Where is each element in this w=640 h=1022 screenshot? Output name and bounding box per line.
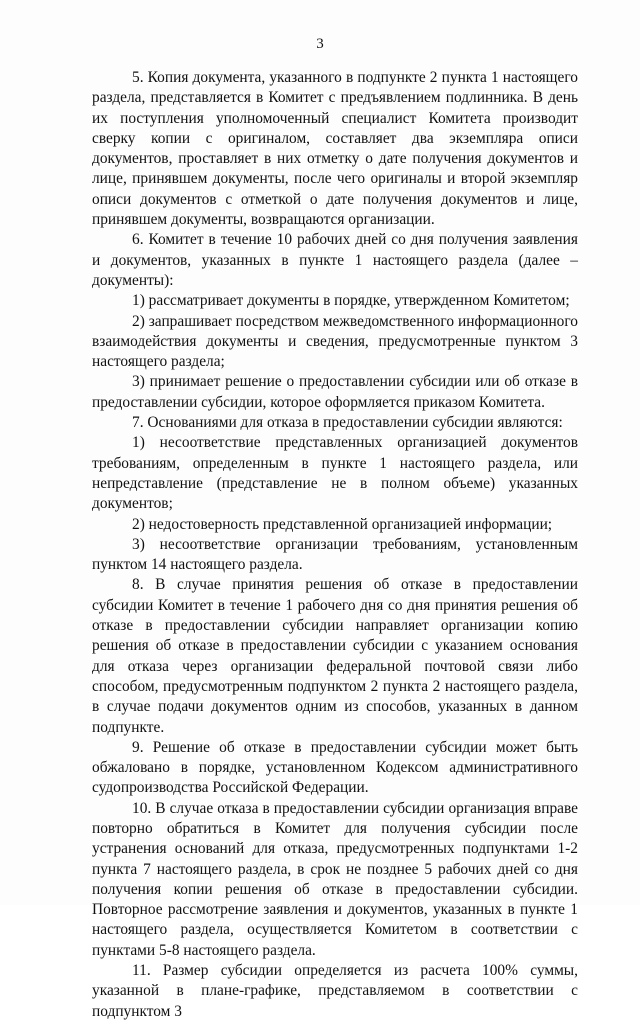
paragraph-5: 5. Копия документа, указанного в подпункте 2 пункта 1 настоящего раздела, представляется в Комитет с предъявлением подлинника. В день их поступления уполномоченный специалист Комитета производит сверку копии с оригиналом, составляет два экземпляра описи документов, проставляет в них отметку о дате получения документов и лице, принявшем документы, после чего оригиналы и второй экземпляр описи документов с отметкой о дате получения документов и лице, принявшем документы, возвращаются организации.: [92, 69, 578, 229]
paragraph-8: 8. В случае принятия решения об отказе в предоставлении субсидии Комитет в течение 1 рабочего дня со дня принятия решения об отказе в предоставлении субсидии направляет организации копию решения об отказе в предоставлении субсидии с указанием основания для отказа через организации федеральной почтовой связи либо способом, предусмотренным подпунктом 2 пункта 2 настоящего раздела, в случае подачи документов одним из способов, указанных в данном подпункте.: [92, 576, 578, 736]
paragraph-6: 6. Комитет в течение 10 рабочих дней со дня получения заявления и документов, указанных в пункте 1 настоящего раздела (далее – документы):: [92, 231, 578, 289]
paragraph-9: 9. Решение об отказе в предоставлении субсидии может быть обжаловано в порядке, установленном Кодексом административного судопроизводства Российской Федерации.: [92, 738, 578, 797]
paragraph-6-item-1: 1) рассматривает документы в порядке, утвержденном Комитетом;: [132, 292, 570, 310]
paragraph-7-item-2: 2) недостоверность представленной организацией информации;: [132, 515, 553, 533]
paragraph-7-item-3: 3) несоответствие организации требованиям, установленным пунктом 14 настоящего раздела.: [92, 535, 578, 574]
paragraph-6-item-2: 2) запрашивает посредством межведомственного информационного взаимодействия документы и сведения, предусмотренные пунктом 3 настоящего раздела;: [92, 312, 578, 371]
paragraph-6-item-3: 3) принимает решение о предоставлении субсидии или об отказе в предоставлении субсидии, которое оформляется приказом Комитета.: [92, 373, 578, 411]
paragraph-7-item-1: 1) несоответствие представленных организацией документов требованиям, определенным в пункте 1 настоящего раздела, или непредставление (представление не в полном объеме) указанных документов;: [92, 434, 578, 513]
page-number: 3: [316, 36, 324, 52]
document-body: [92, 68, 578, 1022]
paragraph-10: 10. В случае отказа в предоставлении субсидии организация вправе повторно обратиться в Комитет для получения субсидии после устранения оснований для отказа, предусмотренных подпунктами 1-2 пункта 7 настоящего раздела, в срок не позднее 5 рабочих дней со дня получения копии решения об отказе в предоставлении субсидии. Повторное рассмотрение заявления и документов, указанных в пункте 1 настоящего раздела, осуществляется Комитетом в соответствии с пунктами 5-8 настоящего раздела.: [92, 799, 578, 959]
paragraph-11: 11. Размер субсидии определяется из расчета 100% суммы, указанной в плане-графике, представляемом в соответствии с подпунктом 3: [92, 962, 578, 1020]
paragraph-7: 7. Основаниями для отказа в предоставлении субсидии являются:: [132, 414, 563, 432]
